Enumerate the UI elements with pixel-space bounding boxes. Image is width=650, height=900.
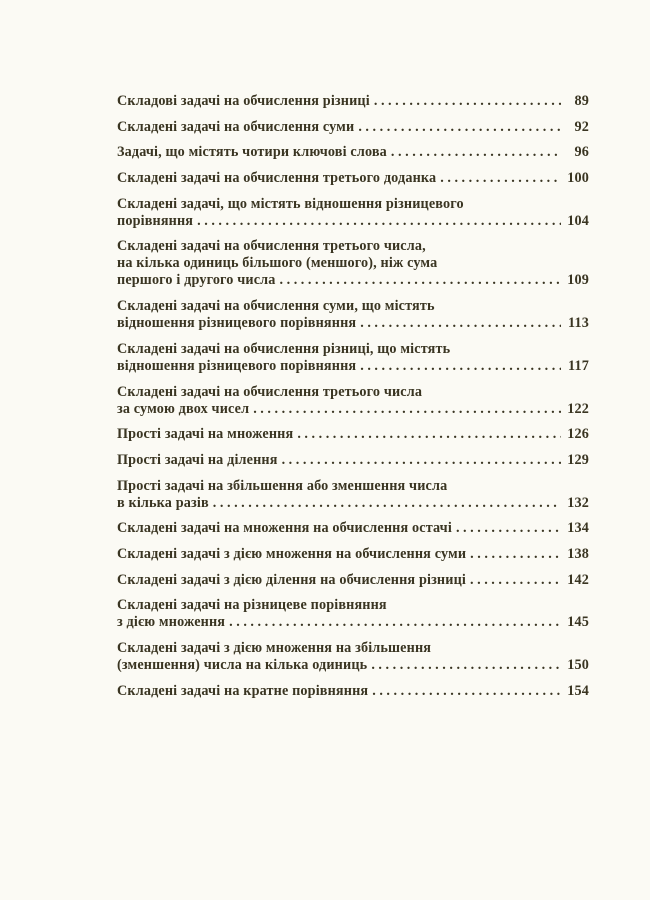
page-number: 132: [567, 494, 589, 511]
toc-entry: [117, 119, 589, 136]
toc-entry-title-line: порівняння: [117, 212, 194, 229]
dot-leader: [297, 426, 561, 443]
toc-entry: [117, 683, 589, 700]
dot-leader: [358, 119, 561, 136]
toc-entry-title-line: Складені задачі на обчислення третього числа,: [117, 238, 426, 255]
toc-entry-last-line: [117, 614, 589, 631]
page-number: 150: [567, 657, 589, 673]
dot-leader: [253, 401, 561, 418]
toc-entry-title-line: Складені задачі на обчислення третього числа: [117, 383, 423, 400]
toc-entry-title-line: за сумою двох чисел: [117, 400, 250, 417]
toc-entry-title-line: Складені задачі на обчислення третього доданка: [117, 170, 437, 187]
toc-entry-last-line: [117, 495, 589, 512]
toc-entry: [117, 170, 589, 187]
page-number: 154: [567, 682, 589, 699]
toc-entry-title-line: Складені задачі з дією множення на обчислення суми: [117, 545, 467, 562]
toc-entry: [117, 384, 589, 418]
toc-entry-title-line: Складені задачі на обчислення суми: [117, 118, 355, 135]
toc-entry-last-line: [117, 572, 589, 589]
toc-entry-last-line: [117, 520, 589, 537]
toc-entry-last-line: [117, 401, 589, 418]
dot-leader: [229, 614, 561, 631]
page-number: 100: [567, 170, 589, 187]
toc-entry: [117, 93, 589, 110]
toc-entry-last-line: [117, 426, 589, 443]
dot-leader: [360, 315, 561, 332]
toc-entry-last-line: [117, 170, 589, 187]
page-number: 96: [574, 144, 589, 161]
toc-entry: [117, 640, 589, 674]
toc-entry-title-line: Складені задачі на кратне порівняння: [117, 682, 369, 699]
page-number: 109: [567, 272, 589, 289]
toc-entry-title-line: першого і другого числа: [117, 272, 276, 289]
page-number: 129: [567, 451, 589, 468]
toc-entry-title-line: Прості задачі на множення: [117, 426, 294, 443]
page-number: 134: [567, 520, 589, 537]
toc-entry-last-line: [117, 683, 589, 700]
toc-entry-title-line: Складені задачі на обчислення різниці, що містять: [117, 340, 451, 357]
toc-entry: [117, 452, 589, 469]
dot-leader: [440, 170, 561, 187]
toc-entry-title-line: на кілька одиниць більшого (меншого), ніж сума: [117, 255, 438, 272]
toc-entry: [117, 597, 589, 631]
toc-entry-title-line: Складені задачі на різницеве порівняння: [117, 597, 387, 614]
page-number: 92: [574, 118, 589, 135]
page-number: 89: [574, 93, 589, 109]
dot-leader: [470, 572, 561, 589]
dot-leader: [470, 546, 561, 563]
page-number: 138: [567, 545, 589, 562]
toc-entry-title-line: Складені задачі на обчислення суми, що містять: [117, 298, 435, 315]
toc-entry-last-line: [117, 657, 589, 674]
table-of-contents: [117, 93, 589, 708]
toc-entry-title-line: Задачі, що містять чотири ключові слова: [117, 144, 387, 161]
toc-entry-title-line: в кілька разів: [117, 494, 209, 511]
toc-entry-title-line: Складові задачі на обчислення різниці: [117, 93, 370, 109]
dot-leader: [280, 272, 561, 289]
toc-entry-last-line: [117, 119, 589, 136]
toc-entry-last-line: [117, 546, 589, 563]
toc-entry-last-line: [117, 358, 589, 375]
toc-entry-title-line: відношення різницевого порівняння: [117, 315, 357, 332]
dot-leader: [391, 144, 561, 161]
toc-entry-title-line: з дією множення: [117, 614, 226, 631]
dot-leader: [282, 452, 561, 469]
toc-entry: [117, 546, 589, 563]
page-number: 113: [568, 315, 589, 332]
page-number: 122: [567, 400, 589, 417]
toc-entry-last-line: [117, 144, 589, 161]
page-number: 145: [567, 614, 589, 631]
toc-entry-last-line: [117, 315, 589, 332]
toc-entry-last-line: [117, 452, 589, 469]
toc-entry: [117, 520, 589, 537]
page-number: 142: [567, 571, 589, 588]
page-number: 104: [567, 212, 589, 229]
dot-leader: [372, 683, 561, 700]
toc-entry-last-line: [117, 272, 589, 289]
toc-entry: [117, 341, 589, 375]
toc-entry-title-line: Прості задачі на збільшення або зменшення числа: [117, 477, 448, 494]
toc-entry-title-line: Прості задачі на ділення: [117, 451, 278, 468]
toc-entry-title-line: Складені задачі на множення на обчислення остачі: [117, 520, 452, 537]
dot-leader: [456, 520, 561, 537]
dot-leader: [371, 657, 561, 674]
toc-entry-title-line: (зменшення) числа на кілька одиниць: [117, 657, 368, 673]
toc-entry: [117, 298, 589, 332]
dot-leader: [360, 358, 561, 375]
toc-entry: [117, 572, 589, 589]
toc-entry: [117, 238, 589, 289]
toc-entry-title-line: відношення різницевого порівняння: [117, 357, 357, 374]
toc-entry: [117, 478, 589, 512]
toc-entry: [117, 426, 589, 443]
toc-entry-last-line: [117, 93, 589, 110]
dot-leader: [374, 93, 561, 110]
toc-entry: [117, 144, 589, 161]
page-number: 126: [567, 426, 589, 443]
toc-entry-last-line: [117, 213, 589, 230]
toc-entry-title-line: Складені задачі з дією множення на збільшення: [117, 640, 432, 656]
toc-entry: [117, 196, 589, 230]
dot-leader: [213, 495, 561, 512]
page-number: 117: [568, 357, 589, 374]
toc-entry-title-line: Складені задачі з дією ділення на обчислення різниці: [117, 571, 466, 588]
dot-leader: [197, 213, 561, 230]
toc-entry-title-line: Складені задачі, що містять відношення різницевого: [117, 195, 464, 212]
